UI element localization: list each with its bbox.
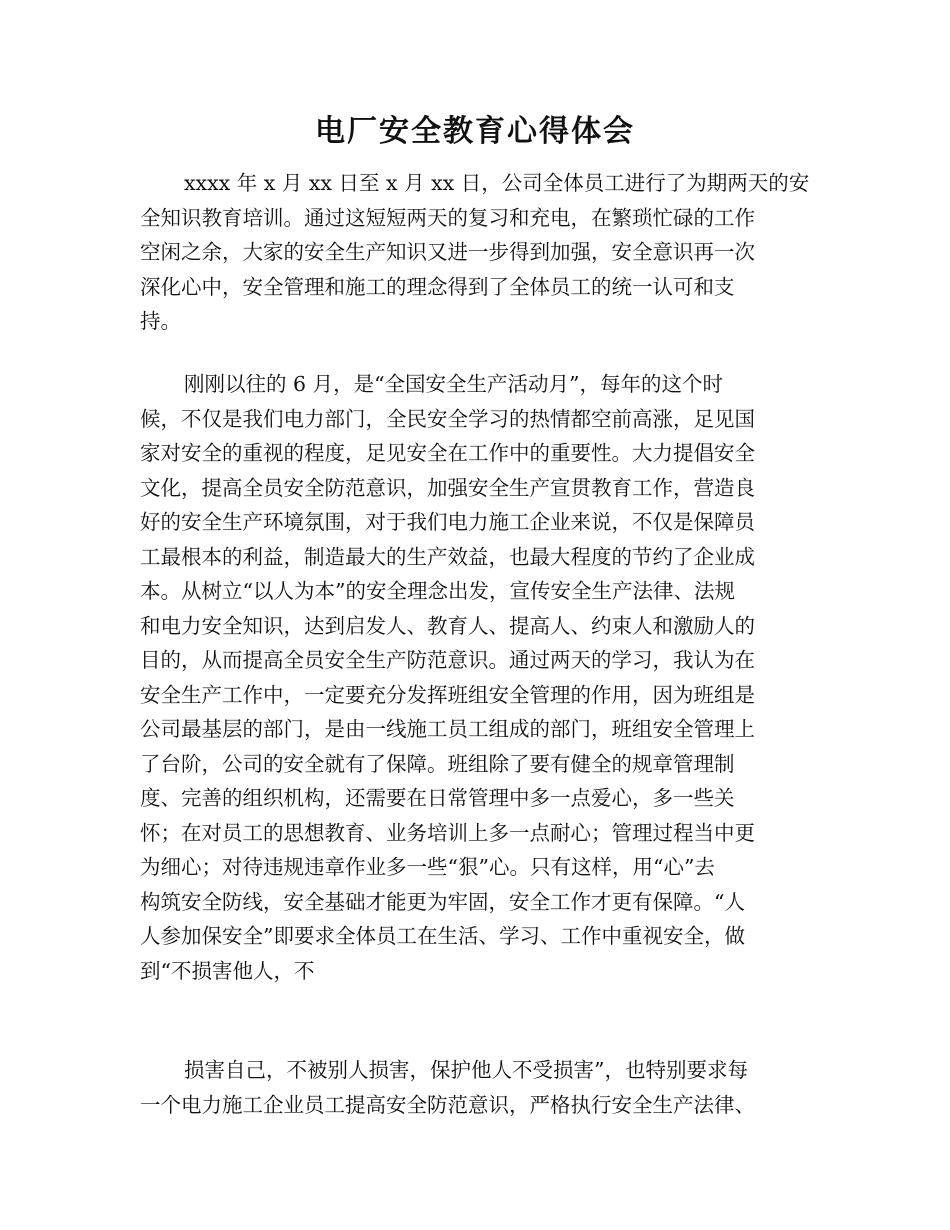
paragraph-2 (140, 367, 820, 988)
text-line: 刚刚以往的 6 月，是“全国安全生产活动月”，每年的这个时 (184, 372, 724, 396)
text-line: xxxx 年 x 月 xx 日至 x 月 xx 日，公司全体员工进行了为期两天的安 (184, 171, 810, 195)
text-line: 一个电力施工企业员工提高安全防范意识，严格执行安全生产法律、 (140, 1092, 755, 1117)
text-line: 本。从树立“以人为本”的安全理念出发，宣传安全生产法律、法规 (140, 579, 735, 603)
text-line: 深化心中，安全管理和施工的理念得到了全体员工的统一认可和支 (140, 274, 735, 299)
text-line: 全知识教育培训。通过这短短两天的复习和充电，在繁琐忙碌的工作 (140, 205, 755, 230)
text-line: 持。 (140, 309, 181, 333)
paragraph-1 (140, 166, 820, 339)
text-line: 工最根本的利益，制造最大的生产效益，也最大程度的节约了企业成 (140, 544, 755, 569)
text-line: 和电力安全知识，达到启发人、教育人、提高人、约束人和激励人的 (140, 613, 755, 638)
text-line: 了台阶，公司的安全就有了保障。班组除了要有健全的规章管理制 (140, 751, 735, 776)
text-line: 到“不损害他人，不 (140, 958, 315, 983)
text-line: 家对安全的重视的程度，足见安全在工作中的重要性。大力提倡安全 (140, 441, 755, 465)
text-line: 损害自己，不被别人损害，保护他人不受损害”，也特别要求每 (184, 1058, 748, 1082)
text-line: 构筑安全防线，安全基础才能更为牢固，安全工作才更有保障。“人 (140, 889, 745, 914)
text-line: 安全生产工作中，一定要充分发挥班组安全管理的作用，因为班组是 (140, 682, 755, 707)
text-line: 为细心；对待违规违章作业多一些“狠”心。只有这样，用“心”去 (140, 855, 715, 879)
text-line: 人参加保安全”即要求全体员工在生活、学习、工作中重视安全，做 (140, 924, 745, 948)
text-line: 公司最基层的部门，是由一线施工员工组成的部门，班组安全管理上 (140, 717, 755, 741)
text-line: 好的安全生产环境氛围，对于我们电力施工企业来说，不仅是保障员 (140, 510, 755, 534)
text-line: 空闲之余，大家的安全生产知识又进一步得到加强，安全意识再一次 (140, 240, 755, 264)
text-line: 怀；在对员工的思想教育、业务培训上多一点耐心；管理过程当中更 (140, 820, 755, 845)
text-line: 候，不仅是我们电力部门，全民安全学习的热情都空前高涨，足见国 (140, 406, 755, 431)
text-line: 目的，从而提高全员安全生产防范意识。通过两天的学习，我认为在 (140, 648, 755, 672)
text-line: 文化，提高全员安全防范意识，加强安全生产宣贯教育工作，营造良 (140, 475, 755, 500)
paragraph-3 (140, 1053, 820, 1122)
text-line: 度、完善的组织机构，还需要在日常管理中多一点爱心，多一些关 (140, 786, 735, 810)
document-title: 电厂安全教育心得体会 (315, 114, 635, 149)
